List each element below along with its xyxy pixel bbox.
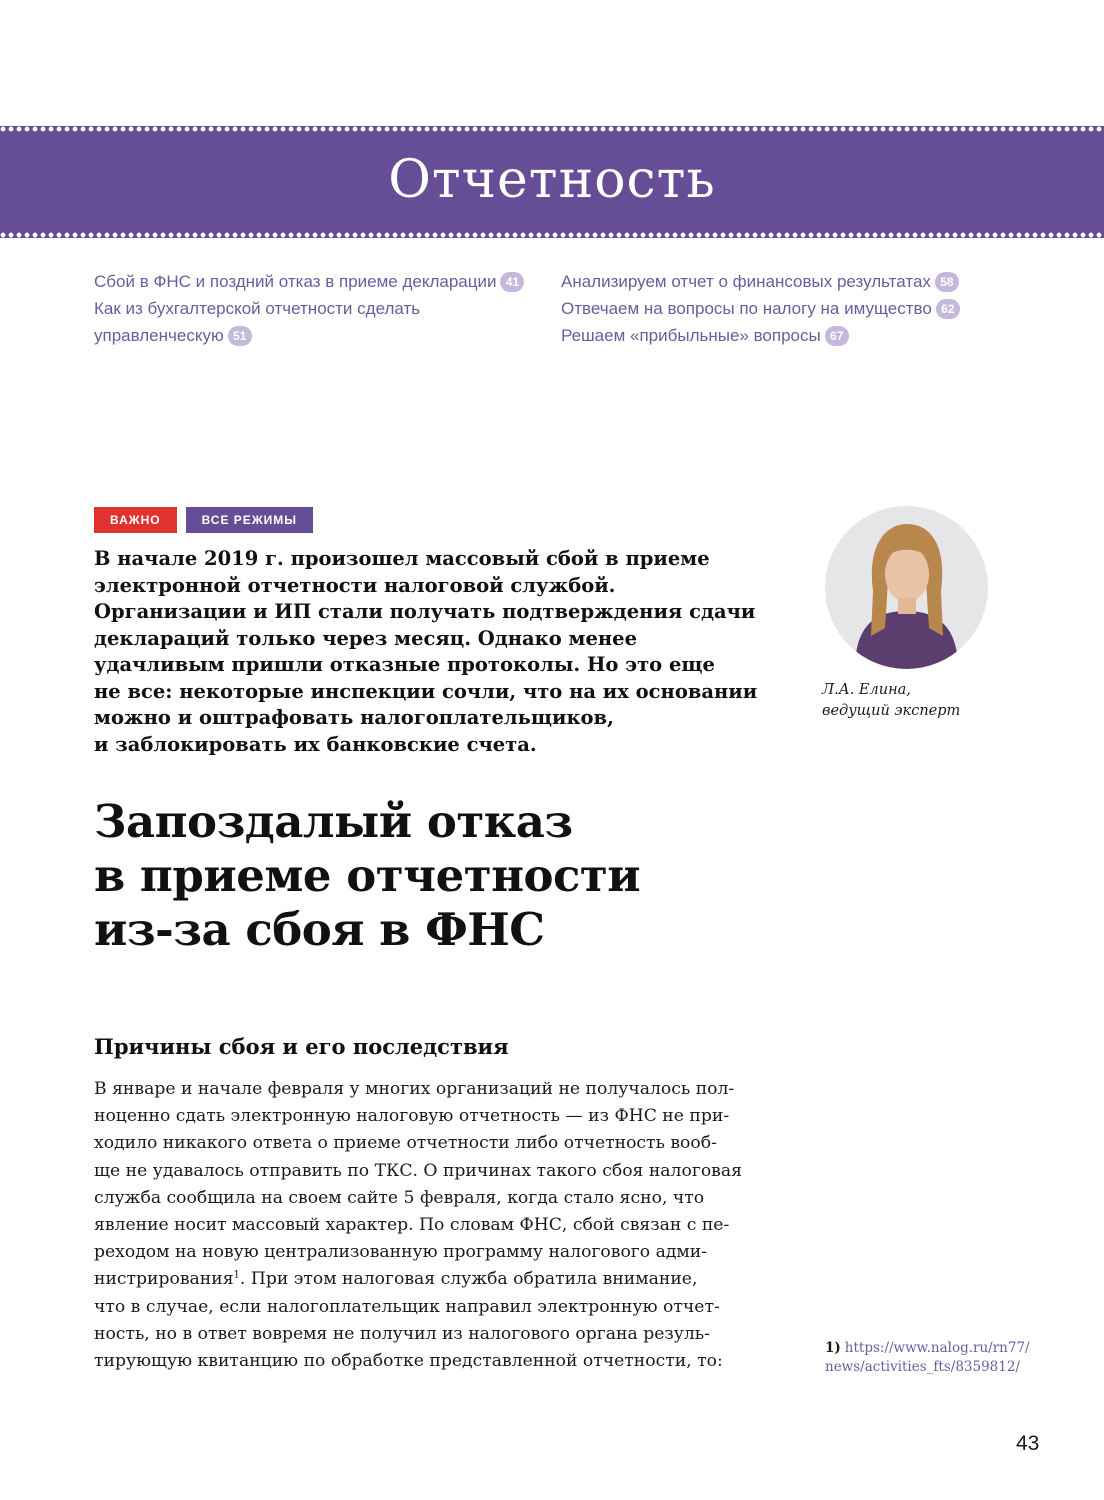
lead-line: можно и оштрафовать налогоплательщиков, xyxy=(94,706,614,729)
section-title: Отчетность xyxy=(388,150,716,210)
lead-line: удачливым пришли отказные протоколы. Но это еще xyxy=(94,653,715,676)
lead-line: и заблокировать их банковские счета. xyxy=(94,732,537,756)
title-line: из-за сбоя в ФНС xyxy=(94,903,545,956)
author-name: Л.А. Елина, xyxy=(822,682,911,698)
tag-important: ВАЖНО xyxy=(94,507,177,533)
toc-item[interactable] xyxy=(561,322,981,349)
toc-page-badge: 58 xyxy=(935,272,959,292)
body-line: В январе и начале февраля у многих организаций не получалось пол- xyxy=(94,1079,735,1099)
author-photo xyxy=(825,506,988,669)
section-banner xyxy=(0,126,1104,238)
article-body xyxy=(94,1076,784,1375)
toc-item[interactable] xyxy=(94,295,534,349)
body-line: явление носит массовый характер. По словам ФНС, сбой связан с пе- xyxy=(94,1215,730,1236)
toc-item-label: управленческую xyxy=(94,326,224,345)
toc-page-badge: 51 xyxy=(228,326,252,346)
lead-line: электронной отчетности налоговой службой. xyxy=(94,573,616,597)
tag-list xyxy=(94,507,313,533)
lead-line: деклараций только через месяц. Однако менее xyxy=(94,626,637,650)
article-title xyxy=(94,795,794,957)
body-line: что в случае, если налогоплательщик направил электронную отчет- xyxy=(94,1296,720,1317)
toc-page-badge: 41 xyxy=(500,272,524,292)
footnote-link[interactable]: news/activities_fts/8359812/ xyxy=(825,1359,1020,1375)
toc-item[interactable] xyxy=(561,268,981,295)
body-line: служба сообщила на своем сайте 5 февраля, когда стало ясно, что xyxy=(94,1187,705,1208)
section-heading: Причины сбоя и его последствия xyxy=(94,1034,509,1059)
toc-item[interactable] xyxy=(94,268,534,295)
lead-line: не все: некоторые инспекции сочли, что на их основании xyxy=(94,679,758,703)
body-line: ходило никакого ответа о приеме отчетности либо отчетность вооб- xyxy=(94,1133,717,1154)
lead-line: Организации и ИП стали получать подтверждения сдачи xyxy=(94,600,756,623)
footnote-ref[interactable]: 1 xyxy=(233,1269,240,1281)
body-line: тирующую квитанцию по обработке представленной отчетности, то: xyxy=(94,1351,723,1372)
footnote xyxy=(825,1339,1055,1377)
toc-left xyxy=(94,268,534,349)
body-line: реходом на новую централизованную программу налогового адми- xyxy=(94,1242,708,1263)
body-text-fragment: . При этом налоговая служба обратила внимание, xyxy=(239,1269,698,1290)
toc-item-label: Сбой в ФНС и поздний отказ в приеме декларации xyxy=(94,272,497,291)
tag-all-modes: ВСЕ РЕЖИМЫ xyxy=(186,507,313,533)
body-text-fragment: нистрирования xyxy=(94,1269,234,1290)
toc-page-badge: 62 xyxy=(936,299,960,319)
toc-item[interactable] xyxy=(561,295,981,322)
author-role: ведущий эксперт xyxy=(822,703,961,719)
title-line: в приеме отчетности xyxy=(94,849,641,902)
lead-line: В начале 2019 г. произошел массовый сбой в приеме xyxy=(94,547,710,570)
body-line: ность, но в ответ вовремя не получил из налогового органа резуль- xyxy=(94,1323,710,1344)
banner-top-edge xyxy=(0,126,1104,132)
footnote-link[interactable]: https://www.nalog.ru/rn77/ xyxy=(844,1340,1030,1356)
toc-item-label: Отвечаем на вопросы по налогу на имущество xyxy=(561,299,932,318)
toc-item-label: Решаем «прибыльные» вопросы xyxy=(561,326,821,345)
body-line: ноценно сдать электронную налоговую отчетность — из ФНС не при- xyxy=(94,1106,730,1127)
toc-right xyxy=(561,268,981,349)
toc-item-label: Как из бухгалтерской отчетности сделать xyxy=(94,299,421,318)
footnote-number: 1) xyxy=(825,1340,841,1356)
toc-page-badge: 67 xyxy=(825,326,849,346)
banner-bottom-edge xyxy=(0,232,1104,238)
body-line xyxy=(94,1266,784,1293)
page-number: 43 xyxy=(1016,1432,1040,1455)
lead-paragraph xyxy=(94,546,784,758)
author-caption xyxy=(822,680,1022,722)
body-line: ще не удавалось отправить по ТКС. О причинах такого сбоя налоговая xyxy=(94,1160,742,1181)
toc-item-label: Анализируем отчет о финансовых результатах xyxy=(561,272,931,291)
title-line: Запоздалый отказ xyxy=(94,795,573,848)
